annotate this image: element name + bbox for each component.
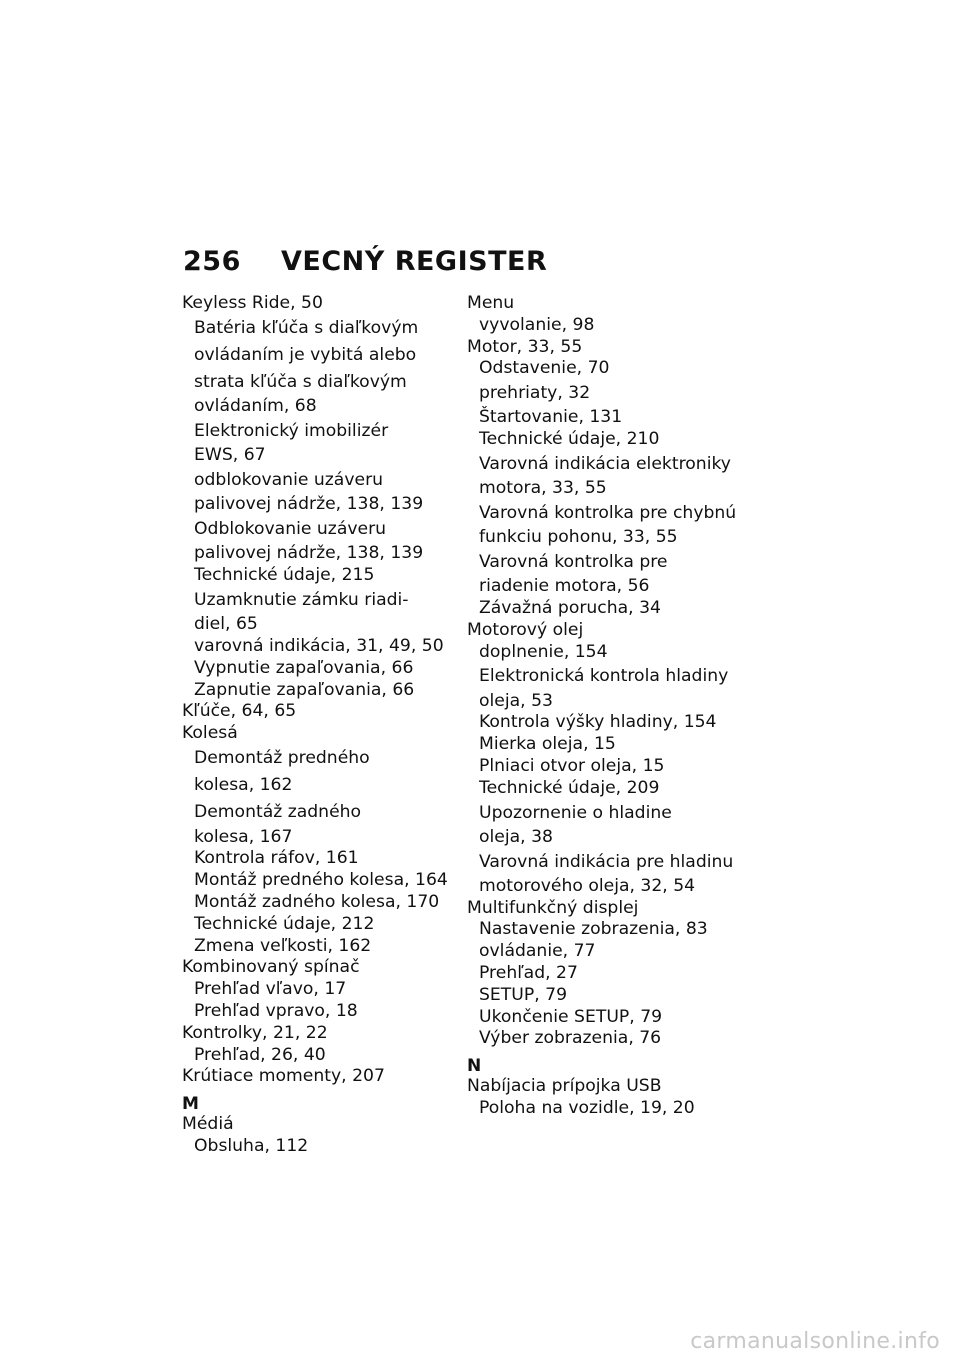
index-subentry: Nastavenie zobrazenia, 83 [479, 919, 708, 940]
index-subentry: Odblokovanie uzáveru [194, 519, 387, 540]
index-entry: Nabíjacia prípojka USB [467, 1076, 662, 1097]
index-subentry: Upozornenie o hladine [479, 802, 672, 823]
index-subentry: Obsluha, 112 [194, 1135, 309, 1156]
index-subentry: Prehľad, 27 [479, 962, 578, 983]
index-subentry: Kontrola výšky hladiny, 154 [479, 712, 717, 733]
index-subentry: Zmena veľkosti, 162 [194, 935, 372, 956]
index-entry: Motorový olej [467, 619, 584, 640]
index-entry: Kontrolky, 21, 22 [182, 1022, 328, 1043]
index-subentry: Kontrola ráfov, 161 [194, 848, 359, 869]
index-subentry: Výber zobrazenia, 76 [479, 1028, 662, 1049]
index-letter: M [182, 1094, 199, 1115]
index-column-right [467, 293, 736, 1120]
index-entry: Kombinovaný spínač [182, 957, 360, 978]
index-subentry: vyvolanie, 98 [479, 314, 595, 335]
index-subentry: Závažná porucha, 34 [479, 597, 661, 618]
index-subentry: funkciu pohonu, 33, 55 [479, 527, 678, 548]
index-entry: Kolesá [182, 723, 238, 744]
index-subentry: Mierka oleja, 15 [479, 734, 616, 755]
index-subentry: EWS, 67 [194, 445, 266, 466]
index-subentry: palivovej nádrže, 138, 139 [194, 494, 424, 515]
index-entry: Keyless Ride, 50 [182, 293, 323, 313]
index-subentry: Elektronický imobilizér [194, 421, 389, 442]
index-subentry: Montáž zadného kolesa, 170 [194, 891, 440, 912]
index-subentry: Demontáž predného [194, 747, 370, 768]
index-subentry: kolesa, 162 [194, 775, 293, 796]
index-entry: Motor, 33, 55 [467, 336, 583, 357]
index-subentry: motora, 33, 55 [479, 478, 607, 499]
index-entry: Médiá [182, 1114, 234, 1135]
index-subentry: Prehľad vľavo, 17 [194, 979, 347, 1000]
index-subentry: Zapnutie zapaľovania, 66 [194, 679, 415, 700]
index-entry: Krútiace momenty, 207 [182, 1066, 385, 1087]
index-subentry: Montáž predného kolesa, 164 [194, 870, 448, 891]
index-subentry: prehriaty, 32 [479, 383, 591, 404]
index-subentry: palivovej nádrže, 138, 139 [194, 543, 424, 564]
index-subentry: ovládaním je vybitá alebo [194, 345, 417, 365]
index-subentry: Ukončenie SETUP, 79 [479, 1006, 663, 1027]
index-subentry: Elektronická kontrola hladiny [479, 666, 729, 687]
index-subentry: oleja, 38 [479, 826, 553, 847]
index-subentry: Uzamknutie zámku riadi- [194, 590, 409, 610]
index-column-left [182, 293, 448, 1158]
index-subentry: Prehľad, 26, 40 [194, 1044, 326, 1065]
index-subentry: Technické údaje, 210 [479, 429, 660, 450]
index-subentry: Vypnutie zapaľovania, 66 [194, 657, 414, 678]
index-entry: Menu [467, 293, 515, 313]
index-subentry: Prehľad vpravo, 18 [194, 1000, 358, 1021]
index-subentry: Poloha na vozidle, 19, 20 [479, 1097, 695, 1118]
index-subentry: motorového oleja, 32, 54 [479, 875, 696, 896]
index-subentry: Technické údaje, 212 [194, 913, 375, 934]
index-subentry: doplnenie, 154 [479, 641, 608, 662]
index-subentry: odblokovanie uzáveru [194, 470, 384, 491]
index-entry: Kľúče, 64, 65 [182, 701, 297, 722]
watermark[interactable]: carmanualsonline.info [690, 1329, 940, 1354]
index-subentry: riadenie motora, 56 [479, 576, 650, 597]
index-subentry: Štartovanie, 131 [479, 407, 623, 428]
index-subentry: ovládaním, 68 [194, 396, 317, 417]
index-subentry: kolesa, 167 [194, 826, 293, 847]
index-subentry: Plniaci otvor oleja, 15 [479, 755, 665, 776]
index-subentry: oleja, 53 [479, 690, 553, 711]
index-subentry: Varovná indikácia pre hladinu [479, 851, 734, 872]
index-subentry: Demontáž zadného [194, 802, 362, 823]
page-number: 256 [183, 246, 241, 277]
index-subentry: Varovná kontrolka pre [479, 551, 668, 572]
index-subentry: ovládanie, 77 [479, 941, 596, 962]
index-subentry: SETUP, 79 [479, 984, 568, 1005]
index-subentry: Odstavenie, 70 [479, 358, 610, 379]
index-entry: Multifunkčný displej [467, 897, 639, 918]
index-subentry: strata kľúča s diaľkovým [194, 372, 407, 393]
index-subentry: diel, 65 [194, 614, 258, 635]
index-subentry: Varovná indikácia elektroniky [479, 453, 731, 474]
index-subentry: Batéria kľúča s diaľkovým [194, 317, 419, 338]
page-title: VECNÝ REGISTER [281, 246, 548, 277]
index-subentry: varovná indikácia, 31, 49, 50 [194, 636, 444, 656]
index-letter: N [467, 1056, 482, 1077]
page-header [183, 246, 547, 277]
index-subentry: Technické údaje, 209 [479, 777, 660, 798]
index-subentry: Technické údaje, 215 [194, 565, 375, 586]
index-subentry: Varovná kontrolka pre chybnú [479, 502, 737, 523]
